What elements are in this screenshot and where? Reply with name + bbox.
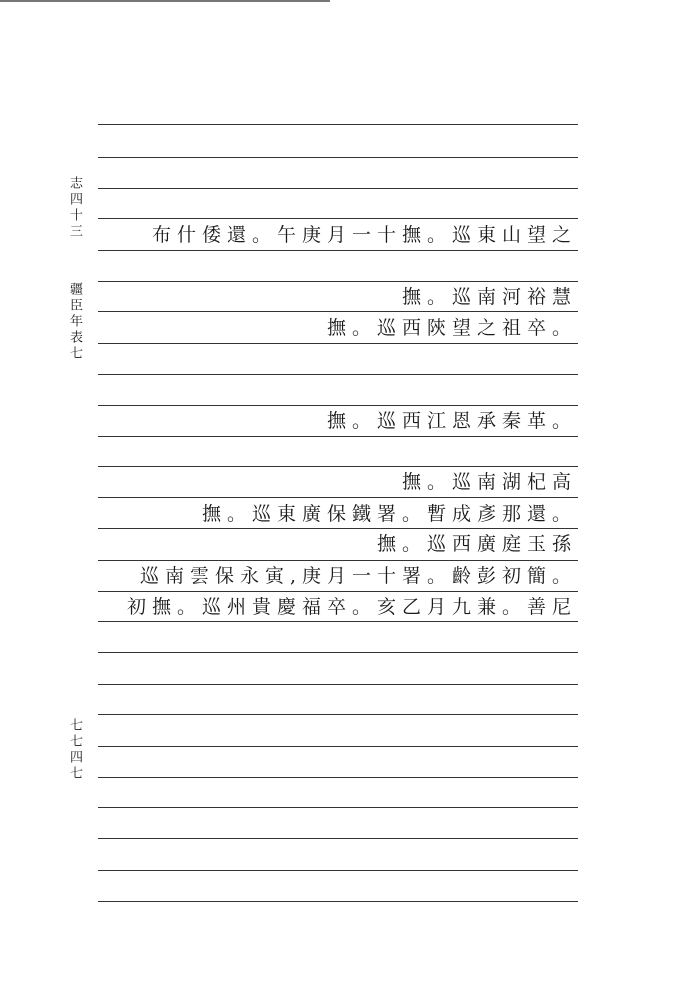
row-rule	[98, 188, 578, 189]
row-rule	[98, 250, 578, 251]
row-rule	[98, 436, 578, 437]
row-rule	[98, 807, 578, 808]
row-rule	[98, 497, 578, 498]
table-row: 撫。巡南湖杞高	[401, 471, 577, 493]
table-row: 撫。巡南河裕慧	[401, 286, 577, 308]
row-rule	[98, 281, 578, 282]
row-rule	[98, 157, 578, 158]
page-number: 七七四七	[67, 718, 82, 782]
row-rule	[98, 901, 578, 902]
row-rule	[98, 374, 578, 375]
row-rule	[98, 870, 578, 871]
margin-chapter-label: 志四十三	[67, 176, 82, 240]
row-rule	[98, 343, 578, 344]
row-rule	[98, 124, 578, 125]
table-row: 撫。巡西廣庭玉孫	[376, 533, 577, 555]
row-rule	[98, 714, 578, 715]
row-rule	[98, 777, 578, 778]
margin-table-title: 疆臣年表七	[67, 282, 82, 362]
row-rule	[98, 591, 578, 592]
row-rule	[98, 466, 578, 467]
table-row: 撫。巡東廣保鐵署。暫成彥那還。	[201, 503, 577, 525]
table-row: 初撫。巡州貴慶福卒。亥乙月九兼。善尼	[126, 596, 577, 618]
row-rule	[98, 652, 578, 653]
table-row: 撫。巡西江恩承秦革。	[326, 410, 577, 432]
row-rule	[98, 405, 578, 406]
table-row: 撫。巡西陝望之祖卒。	[326, 317, 577, 339]
row-rule	[98, 218, 578, 219]
page-top-edge	[0, 0, 330, 2]
row-rule	[98, 838, 578, 839]
row-rule	[98, 560, 578, 561]
row-rule	[98, 684, 578, 685]
row-rule	[98, 311, 578, 312]
row-rule	[98, 621, 578, 622]
table-row: 巡南雲保永寅,庚月一十署。齡彭初簡。	[139, 565, 577, 587]
table-row: 布什倭還。午庚月一十撫。巡東山望之	[151, 224, 577, 246]
row-rule	[98, 746, 578, 747]
row-rule	[98, 528, 578, 529]
